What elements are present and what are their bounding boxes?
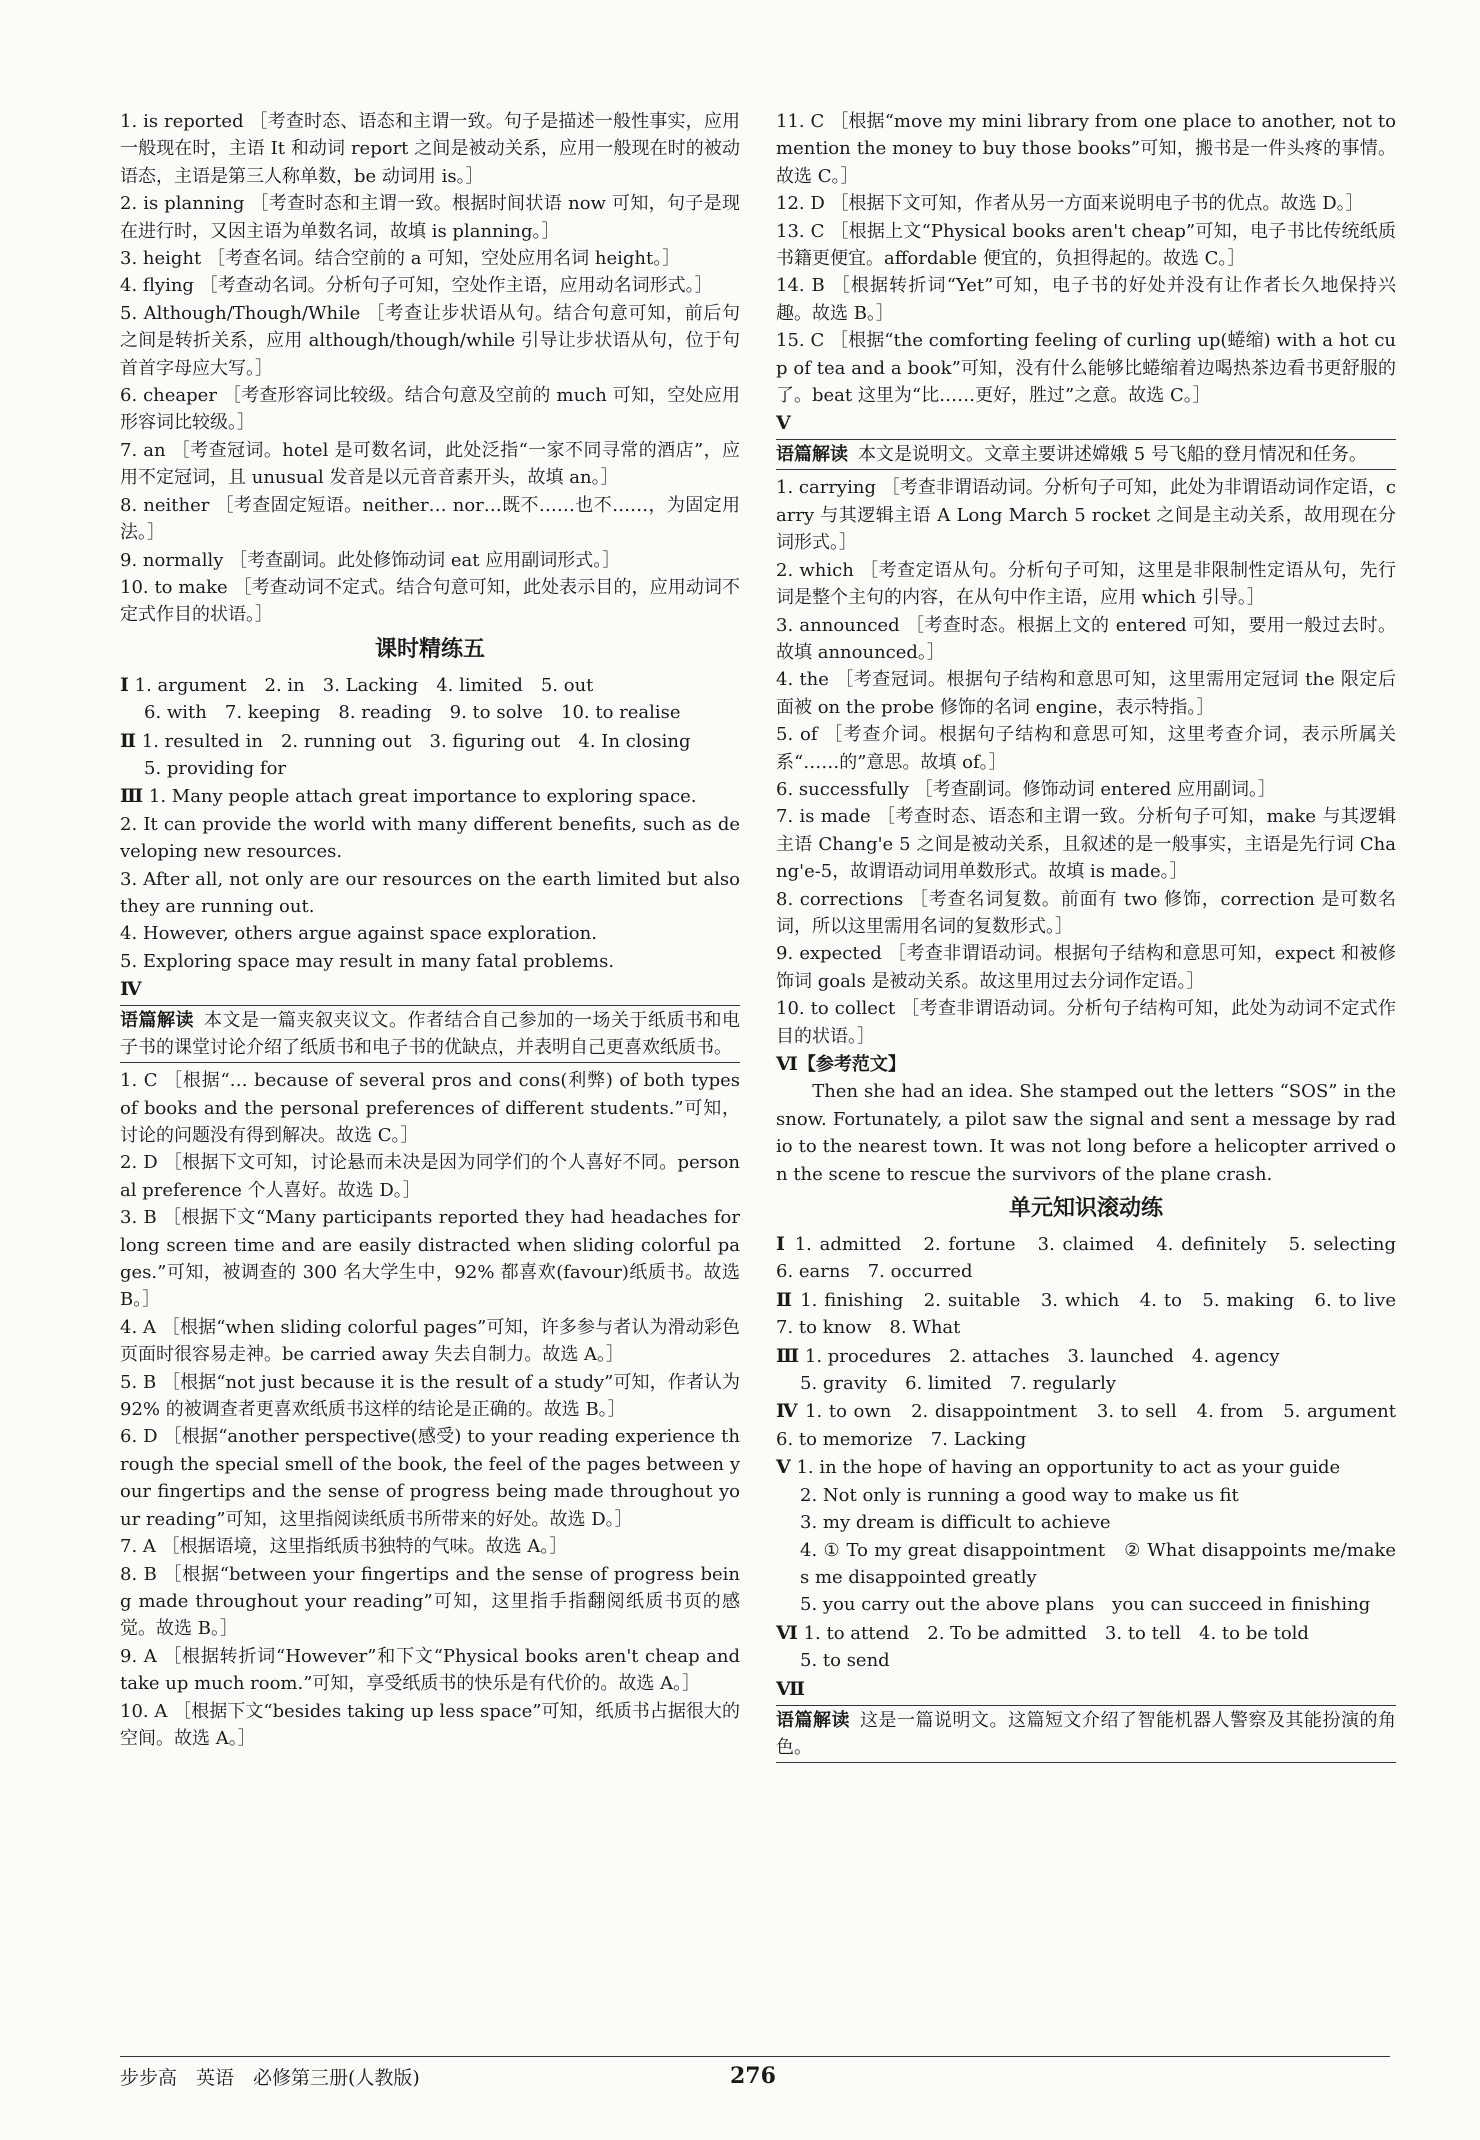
- part-4-answers: [120, 1067, 740, 1752]
- part-5-answers: [776, 474, 1396, 1050]
- review-line: Ⅰ 1. admitted 2. fortune 3. claimed 4. definitely 5. selecting 6. earns 7. occurred: [776, 1233, 1414, 1283]
- section-title-unit-review: 单元知识滚动练: [1008, 1196, 1163, 1222]
- part-3: [120, 782, 740, 975]
- page-footer: [120, 2056, 1390, 2089]
- review-numeral: Ⅰ: [776, 1233, 787, 1256]
- answer-entry: 9. normally ［考查副词。此处修饰动词 eat 应用副词形式。］: [120, 549, 621, 571]
- part-2-line: 5. providing for: [144, 757, 287, 779]
- answer-entry: 6. successfully ［考查副词。修饰动词 entered 应用副词。］: [776, 778, 1277, 800]
- answer-entry: 8. B ［根据“between your fingertips and the sense of progress being made throughout your reading”可知，这里指手指翻阅纸质书页的感觉。故选 B。］: [120, 1563, 740, 1640]
- answer-entry: 6. D ［根据“another perspective(感受) to your reading experience through the special smell of the book, the feel of the pages between your fingertips and the sense of progress being made throughout your reading”可知，这里指阅读纸质书所带来的好处。故选 D。］: [120, 1426, 740, 1530]
- review-line: 2. Not only is running a good way to make us fit: [800, 1484, 1239, 1506]
- answer-entry: 7. an ［考查冠词。hotel 是可数名词，此处泛指“一家不同寻常的酒店”，应用不定冠词，且 unusual 发音是以元音音素开头，故填 an。］: [120, 439, 740, 489]
- part-3-line: 5. Exploring space may result in many fatal problems.: [120, 950, 615, 972]
- answer-entry: 11. C ［根据“move my mini library from one place to another, not to mention the money to buy those books”可知，搬书是一件头疼的事情。故选 C。］: [776, 111, 1396, 187]
- review-numeral: Ⅵ: [776, 1621, 798, 1644]
- answer-entry: 2. which ［考查定语从句。分析句子可知，这里是非限制性定语从句，先行词是整个主句的内容，在从句中作主语，应用 which 引导。］: [776, 559, 1396, 609]
- answer-entry: 10. to make ［考查动词不定式。结合句意可知，此处表示目的，应用动词不定式作目的状语。］: [120, 576, 740, 626]
- part-5-numeral: Ⅴ: [776, 412, 791, 435]
- answer-entry: 6. cheaper ［考查形容词比较级。结合句意及空前的 much 可知，空处应用形容词比较级。］: [120, 385, 740, 434]
- right-top-answers: [776, 108, 1396, 409]
- answer-entry: 8. neither ［考查固定短语。neither… nor…既不……也不……，为固定用法。］: [120, 494, 740, 544]
- passage-analysis-label: 语篇解读: [776, 444, 848, 466]
- answer-entry: 14. B ［根据转折词“Yet”可知，电子书的好处并没有让作者长久地保持兴趣。故选 B。］: [776, 275, 1396, 324]
- review-numeral: Ⅳ: [776, 1400, 799, 1423]
- answer-entry: 10. A ［根据下文“besides taking up less space”可知，纸质书占据很大的空间。故选 A。］: [120, 1700, 740, 1749]
- part-2-line: Ⅱ 1. resulted in 2. running out 3. figuring out 4. In closing: [120, 729, 691, 752]
- left-top-answers: [120, 108, 740, 629]
- review-line: Ⅲ 1. procedures 2. attaches 3. launched 4. agency: [776, 1344, 1280, 1367]
- answer-entry: 4. flying ［考查动名词。分析句子可知，空处作主语，应用动名词形式。］: [120, 275, 713, 297]
- answer-entry: 12. D ［根据下文可知，作者从另一方面来说明电子书的优点。故选 D。］: [776, 193, 1364, 215]
- review-line: 5. you carry out the above plans you can succeed in finishing: [800, 1594, 1371, 1616]
- review-line: Ⅳ 1. to own 2. disappointment 3. to sell 4. from 5. argument 6. to memorize 7. Lacking: [776, 1400, 1415, 1450]
- section-title-lesson5: 课时精练五: [374, 636, 485, 662]
- answer-entry: 7. is made ［考查时态、语态和主谓一致。分析句子可知，make 与其逻辑主语 Chang'e 5 之间是被动关系，且叙述的是一般事实，主语是先行词 Chang'e-5，故谓语动词用单数形式。故填 is made。］: [776, 806, 1396, 883]
- answer-entry: 1. is reported ［考查时态、语态和主谓一致。句子是描述一般性事实，应用一般现在时，主语 It 和动词 report 之间是被动关系，应用一般现在时的被动语态，主语是第三人称单数，be 动词用 is。］: [120, 111, 740, 187]
- part-1-numeral: Ⅰ: [120, 673, 129, 696]
- part-3-line: 2. It can provide the world with many different benefits, such as developing new resources.: [120, 813, 740, 863]
- answer-entry: 3. B ［根据下文“Many participants reported they had headaches for long screen time and are easily distracted when sliding colorful pages.”可知，被调查的 300 名大学生中，92% 都喜欢(favour)纸质书。故选 B。］: [120, 1207, 740, 1311]
- answer-entry: 5. of ［考查介词。根据句子结构和意思可知，这里考查介词，表示所属关系“……的”意思。故填 of。］: [776, 724, 1396, 773]
- reference-essay: Then she had an idea. She stamped out the letters “SOS” in the snow. Fortunately, a pilot saw the signal and sent a message by radio to the nearest town. It was not long before a helicopter arrived on the scene to rescue the survivors of the plane crash.: [776, 1081, 1396, 1185]
- page-number: 276: [730, 2063, 776, 2089]
- answer-entry: 2. is planning ［考查时态和主谓一致。根据时间状语 now 可知，句子是现在进行时，又因主语为单数名词，故填 is planning。］: [120, 193, 740, 242]
- answer-entry: 9. expected ［考查非谓语动词。根据句子结构和意思可知，expect 和被修饰词 goals 是被动关系。故这里用过去分词作定语。］: [776, 943, 1396, 992]
- part-7-passage-analysis: 语篇解读 这是一篇说明文。这篇短文介绍了智能机器人警察及其能扮演的角色。: [776, 1705, 1396, 1763]
- answer-entry: 1. carrying ［考查非谓语动词。分析句子可知，此处为非谓语动词作定语，carry 与其逻辑主语 A Long March 5 rocket 之间是主动关系，故用现在分词形式。］: [776, 477, 1396, 554]
- part-6-numeral: Ⅵ: [776, 1053, 798, 1075]
- part-2-numeral: Ⅱ: [120, 729, 137, 752]
- review-numeral: Ⅱ: [776, 1288, 794, 1311]
- review-numeral: Ⅴ: [776, 1456, 791, 1479]
- answer-entry: 4. the ［考查冠词。根据句子结构和意思可知，这里需用定冠词 the 限定后面被 on the probe 修饰的名词 engine，表示特指。］: [776, 669, 1396, 718]
- reference-essay-tag: 【参考范文】: [797, 1054, 906, 1075]
- part-1: [120, 671, 740, 727]
- answer-entry: 8. corrections ［考查名词复数。前面有 two 修饰，correction 是可数名词，所以这里需用名词的复数形式。］: [776, 888, 1396, 937]
- unit-review-answers: [776, 1230, 1415, 1675]
- passage-analysis-label: 语篇解读: [120, 1010, 194, 1032]
- right-column: [776, 108, 1415, 1767]
- part-1-line: Ⅰ 1. argument 2. in 3. Lacking 4. limited 5. out: [120, 673, 594, 696]
- answer-entry: 3. announced ［考查时态。根据上文的 entered 可知，要用一般过去时。故填 announced。］: [776, 614, 1396, 663]
- answer-entry: 15. C ［根据“the comforting feeling of curling up(蜷缩) with a hot cup of tea and a book”可知，没有什么能够比蜷缩着边喝热茶边看书更舒服的了。beat 这里为“比……更好，胜过”之意。故选 C。］: [776, 330, 1396, 407]
- part-2: [120, 727, 740, 783]
- part-4-passage-analysis: 语篇解读 本文是一篇夹叙夹议文。作者结合自己参加的一场关于纸质书和电子书的课堂讨论介绍了纸质书和电子书的优缺点，并表明自己更喜欢纸质书。: [120, 1005, 740, 1063]
- part-3-numeral: Ⅲ: [120, 785, 144, 808]
- answer-entry: 2. D ［根据下文可知，讨论悬而未决是因为同学们的个人喜好不同。personal preference 个人喜好。故选 D。］: [120, 1152, 740, 1201]
- review-line: 5. to send: [800, 1650, 890, 1672]
- answer-entry: 5. B ［根据“not just because it is the result of a study”可知，作者认为 92% 的被调查者更喜欢纸质书这样的结论是正确的。故选 B。］: [120, 1371, 740, 1421]
- part-5-passage-analysis: 语篇解读 本文是说明文。文章主要讲述嫦娥 5 号飞船的登月情况和任务。: [776, 439, 1396, 470]
- part-1-line: 6. with 7. keeping 8. reading 9. to solve 10. to realise: [144, 702, 681, 724]
- review-line: Ⅱ 1. finishing 2. suitable 3. which 4. to 5. making 6. to live 7. to know 8. What: [776, 1288, 1414, 1339]
- passage-analysis-label: 语篇解读: [776, 1709, 850, 1731]
- review-line: 3. my dream is difficult to achieve: [800, 1512, 1111, 1534]
- part-6-heading: [776, 1050, 1396, 1078]
- part-3-line: 4. However, others argue against space exploration.: [120, 923, 597, 945]
- answer-entry: 4. A ［根据“when sliding colorful pages”可知，许多参与者认为滑动彩色页面时很容易走神。be carried away 失去自制力。故选 A。］: [120, 1316, 740, 1366]
- answer-entry: 1. C ［根据“… because of several pros and cons(利弊) of both types of books and the personal preferences of different students.”可知，讨论的问题没有得到解决。故选 C。］: [120, 1070, 740, 1146]
- review-numeral: Ⅲ: [776, 1344, 800, 1367]
- answer-entry: 13. C ［根据上文“Physical books aren't cheap”可知，电子书比传统纸质书籍更便宜。affordable 便宜的，负担得起的。故选 C。］: [776, 220, 1396, 270]
- answer-entry: 5. Although/Though/While ［考查让步状语从句。结合句意可知，前后句之间是转折关系，应用 although/though/while 引导让步状语从句，位于句首首字母应大写。］: [120, 302, 740, 379]
- review-line: 5. gravity 6. limited 7. regularly: [800, 1373, 1117, 1395]
- answer-entry: 3. height ［考查名词。结合空前的 a 可知，空处应用名词 height。］: [120, 248, 681, 270]
- book-title: 步步高 英语 必修第三册(人教版): [120, 2067, 420, 2089]
- part-4-numeral: Ⅳ: [120, 978, 142, 1001]
- part-3-line: 3. After all, not only are our resources on the earth limited but also they are running out.: [120, 868, 740, 917]
- answer-entry: 7. A ［根据语境，这里指纸质书独特的气味。故选 A。］: [120, 1536, 568, 1558]
- answer-entry: 9. A ［根据转折词“However”和下文“Physical books aren't cheap and take up much room.”可知，享受纸质书的快乐是有代价的。故选 A。］: [120, 1645, 740, 1695]
- part-3-line: Ⅲ 1. Many people attach great importance to exploring space.: [120, 785, 697, 808]
- review-line: Ⅴ 1. in the hope of having an opportunity to act as your guide: [776, 1456, 1341, 1479]
- left-column: [120, 108, 740, 1752]
- review-line: Ⅵ 1. to attend 2. To be admitted 3. to tell 4. to be told: [776, 1621, 1309, 1644]
- answer-entry: 10. to collect ［考查非谓语动词。分析句子结构可知，此处为动词不定式作目的状语。］: [776, 998, 1396, 1047]
- review-line: 4. ① To my great disappointment ② What disappoints me/makes me disappointed greatly: [800, 1539, 1396, 1588]
- part-7-numeral: Ⅶ: [776, 1677, 805, 1700]
